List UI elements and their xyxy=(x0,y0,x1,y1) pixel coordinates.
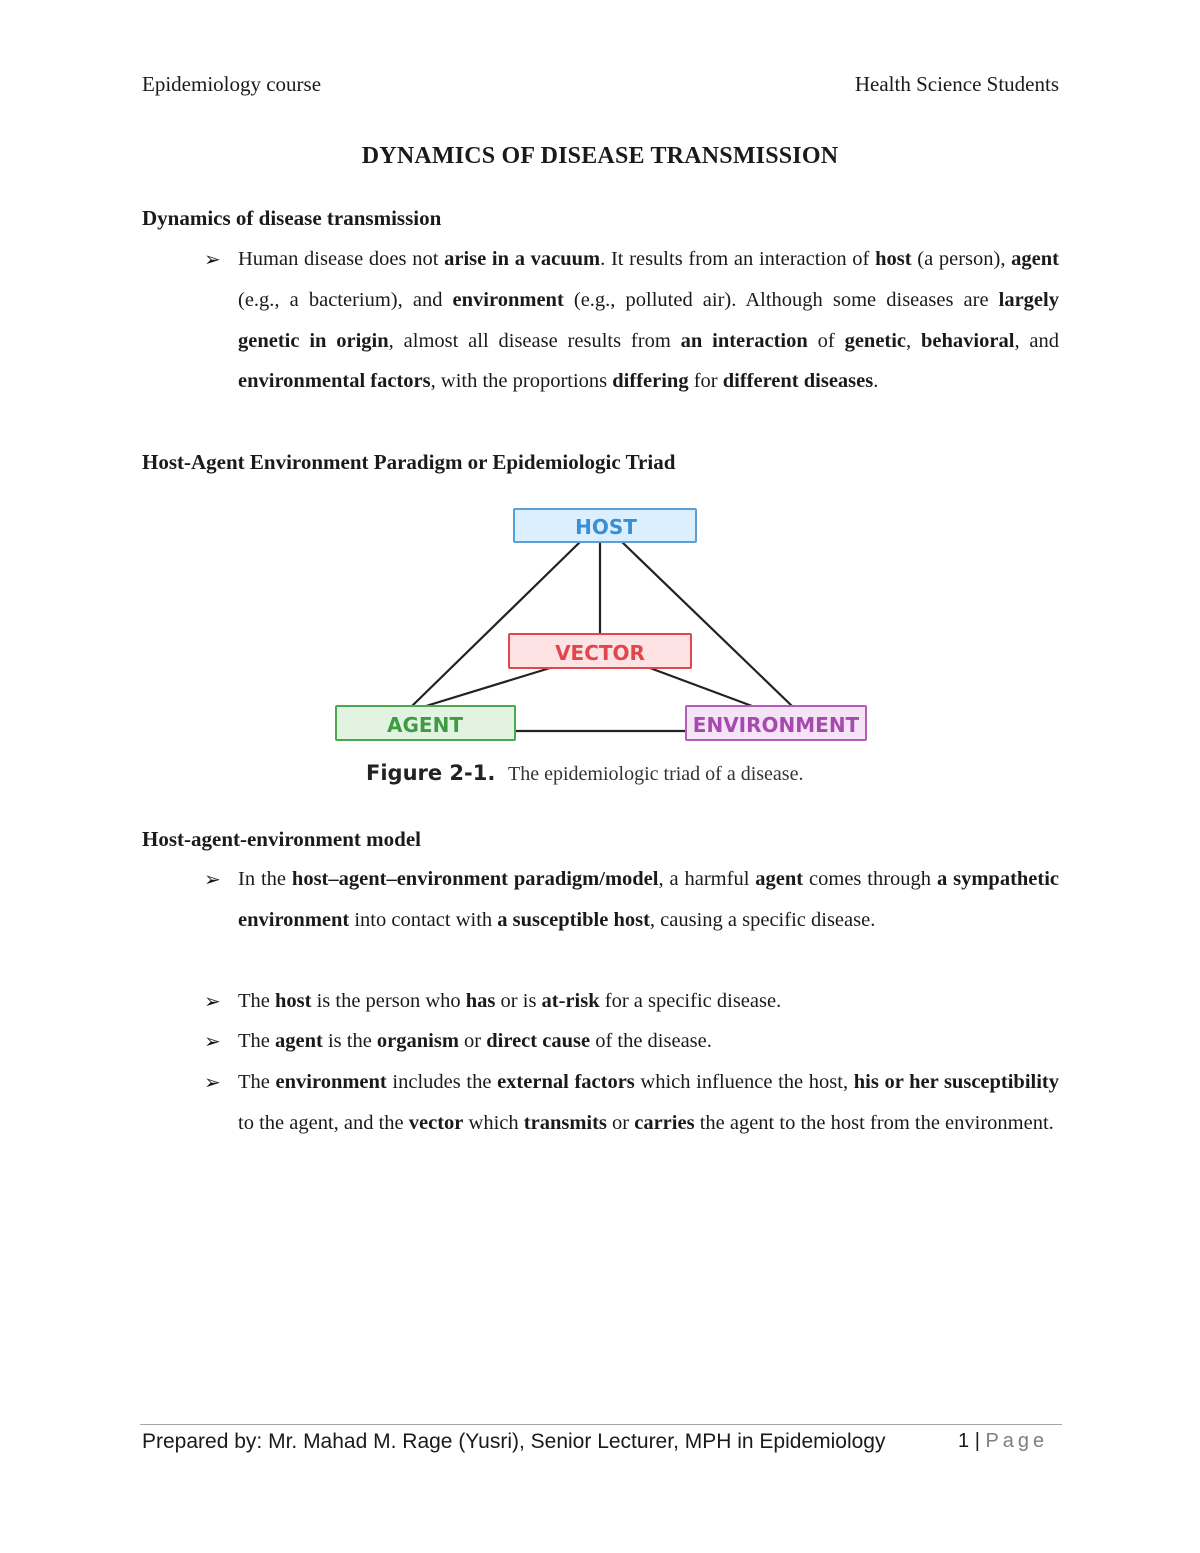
agent-label: AGENT xyxy=(387,713,463,737)
page-title: DYNAMICS OF DISEASE TRANSMISSION xyxy=(361,143,839,169)
footer-page-number xyxy=(958,1430,1048,1453)
text-run: is the xyxy=(322,1030,377,1052)
section-heading-dynamics: Dynamics of disease transmission xyxy=(142,206,442,230)
text-run: , and xyxy=(1014,329,1060,352)
text-run: , with the proportions xyxy=(430,370,613,393)
bold-text-run: environment xyxy=(275,1071,387,1093)
text-run: for xyxy=(688,370,723,393)
line-host-agent xyxy=(412,542,580,706)
host-label: HOST xyxy=(575,515,637,539)
text-run: Human disease does not xyxy=(238,248,445,270)
bullet-arrow-icon: ➢ xyxy=(204,247,221,271)
line-host-environment xyxy=(622,542,792,706)
bold-text-run: host xyxy=(275,990,312,1012)
text-run: for a specific disease. xyxy=(599,990,782,1012)
text-run: comes through xyxy=(803,868,937,890)
footer-author: Prepared by: Mr. Mahad M. Rage (Yusri), Senior Lecturer, MPH in Epidemiology xyxy=(142,1430,886,1453)
page-word: Page xyxy=(985,1430,1049,1452)
text-run: , a harmful xyxy=(658,868,756,890)
text-run: The xyxy=(238,1071,276,1093)
bold-text-run: a susceptible host xyxy=(497,908,650,931)
bullet-paragraph xyxy=(204,239,1060,402)
bold-text-run: host–agent–environment paradigm/model xyxy=(291,868,659,890)
text-run: or xyxy=(458,1030,487,1052)
figure-caption-label: Figure 2-1. xyxy=(366,761,496,785)
text-run: which xyxy=(463,1111,524,1134)
bold-text-run: a sympathetic environment xyxy=(238,868,1060,931)
environment-label: ENVIRONMENT xyxy=(692,713,860,737)
text-run: (e.g., polluted air). Although some diseases are xyxy=(563,288,999,311)
bold-text-run: genetic xyxy=(844,329,907,352)
bold-text-run: differing xyxy=(612,370,689,393)
bold-text-run: agent xyxy=(755,868,804,890)
bullet-arrow-icon: ➢ xyxy=(204,1029,221,1053)
bold-text-run: direct cause xyxy=(486,1030,591,1052)
header-audience: Health Science Students xyxy=(854,72,1059,96)
bold-text-run: host xyxy=(875,248,912,270)
text-run: . It results from an interaction of xyxy=(600,248,876,270)
epidemiologic-triad-diagram xyxy=(330,500,875,795)
bold-text-run: his or her susceptibility xyxy=(853,1071,1059,1093)
line-vector-environment xyxy=(650,668,752,706)
bold-text-run: environment xyxy=(452,288,564,311)
text-run: (e.g., a bacterium), and xyxy=(238,288,453,311)
text-run: (a person), xyxy=(911,248,1012,270)
page-separator: | xyxy=(974,1430,980,1452)
text-run: , xyxy=(906,329,922,352)
bold-text-run: largely genetic in origin xyxy=(238,288,1059,352)
figure-caption-text: The epidemiologic triad of a disease. xyxy=(508,763,804,785)
text-run: is the person who xyxy=(311,990,466,1012)
text-run: which influence the host, xyxy=(634,1071,854,1093)
vector-label: VECTOR xyxy=(555,641,645,665)
section-heading-model: Host-agent-environment model xyxy=(142,827,421,851)
bold-text-run: environmental factors xyxy=(238,370,431,393)
section-heading-triad: Host-Agent Environment Paradigm or Epidemiologic Triad xyxy=(142,450,676,474)
bold-text-run: vector xyxy=(408,1111,464,1134)
text-run: to the agent, and the xyxy=(238,1111,409,1134)
bullet-arrow-icon: ➢ xyxy=(204,1070,221,1094)
text-run: the agent to the host from the environment. xyxy=(694,1111,1054,1134)
text-run: , causing a specific disease. xyxy=(649,908,876,931)
text-run: of the disease. xyxy=(590,1030,712,1052)
text-run: . xyxy=(873,370,879,393)
text-run: The xyxy=(238,1030,275,1052)
bullet-text xyxy=(238,868,1059,931)
text-run: or is xyxy=(495,990,542,1012)
bold-text-run: carries xyxy=(634,1111,695,1134)
bold-text-run: transmits xyxy=(523,1111,607,1134)
bullet-arrow-icon: ➢ xyxy=(204,989,221,1013)
bold-text-run: agent xyxy=(275,1030,323,1052)
bullet-paragraph xyxy=(204,1062,1059,1144)
bold-text-run: different diseases xyxy=(722,370,874,393)
text-run: , almost all disease results from xyxy=(388,329,681,352)
bold-text-run: behavioral xyxy=(921,329,1015,352)
text-run: includes the xyxy=(386,1071,498,1093)
bullet-text xyxy=(238,1071,1059,1134)
bold-text-run: agent xyxy=(1011,248,1059,270)
text-run: into contact with xyxy=(349,908,498,931)
bold-text-run: external factors xyxy=(497,1071,635,1093)
bold-text-run: arise in a vacuum xyxy=(444,248,601,270)
bullet-text xyxy=(238,1030,712,1052)
text-run: The xyxy=(238,990,275,1012)
header-course: Epidemiology course xyxy=(142,72,322,96)
bullet-paragraph xyxy=(204,1021,1059,1062)
bullet-paragraph xyxy=(204,859,1060,941)
bold-text-run: at-risk xyxy=(541,990,600,1012)
bold-text-run: an interaction xyxy=(680,329,808,352)
text-run: or xyxy=(606,1111,635,1134)
bullet-text xyxy=(238,248,1059,392)
bold-text-run: has xyxy=(465,990,496,1012)
page-number: 1 xyxy=(958,1430,970,1452)
text-run: In the xyxy=(238,868,292,890)
bullet-text xyxy=(238,990,781,1012)
text-run: of xyxy=(807,329,845,352)
bold-text-run: organism xyxy=(376,1030,459,1052)
bullet-arrow-icon: ➢ xyxy=(204,867,221,891)
bullet-paragraph xyxy=(204,981,1059,1022)
footer-divider xyxy=(140,1424,1062,1425)
